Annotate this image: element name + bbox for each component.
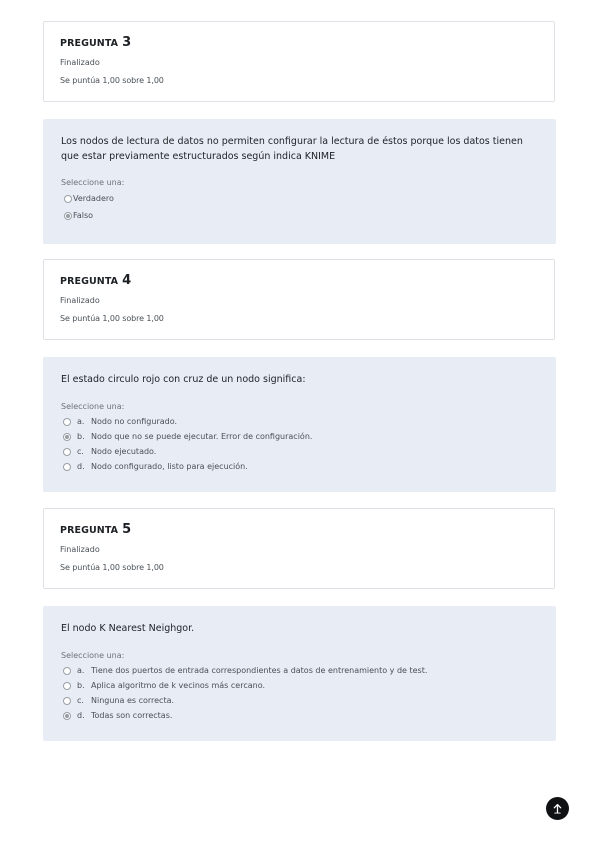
scroll-to-top-button[interactable] [546,797,569,820]
question-state: Finalizado [60,58,100,67]
option-letter: a. [77,666,85,675]
question-heading [60,522,131,537]
option-text: Todas son correctas. [91,711,173,720]
question-number: 5 [122,522,132,537]
radio-button[interactable] [63,463,71,471]
question-heading [60,273,131,288]
answer-option[interactable] [63,432,312,441]
question-grade: Se puntúa 1,00 sobre 1,00 [60,314,164,323]
option-text: Tiene dos puertos de entrada correspondientes a datos de entrenamiento y de test. [91,666,428,675]
question-content-card [43,357,556,492]
question-grade: Se puntúa 1,00 sobre 1,00 [60,76,164,85]
question-grade: Se puntúa 1,00 sobre 1,00 [60,563,164,572]
question-state: Finalizado [60,296,100,305]
option-text: Nodo que no se puede ejecutar. Error de configuración. [91,432,313,441]
answer-prompt: Seleccione una: [61,178,125,187]
question-info-card [43,508,555,589]
option-letter: a. [77,417,85,426]
option-letter: d. [77,711,85,720]
question-state: Finalizado [60,545,100,554]
answer-option[interactable] [64,194,114,203]
question-number: 4 [122,273,132,288]
answer-option[interactable] [63,666,427,675]
radio-button-checked[interactable] [64,212,72,220]
radio-button[interactable] [63,448,71,456]
question-info-card [43,259,555,340]
radio-button-checked[interactable] [63,433,71,441]
question-content-card [43,119,556,244]
radio-button[interactable] [63,418,71,426]
answer-prompt: Seleccione una: [61,402,125,411]
radio-button[interactable] [63,682,71,690]
question-text: El estado circulo rojo con cruz de un nodo significa: [61,374,306,385]
arrow-up-icon [552,803,563,814]
option-text: Verdadero [73,194,114,203]
radio-button[interactable] [63,667,71,675]
option-text: Falso [73,211,94,220]
option-letter: b. [77,681,85,690]
question-info-card [43,21,555,102]
answer-option[interactable] [63,681,265,690]
answer-option[interactable] [63,462,248,471]
answer-option[interactable] [63,447,156,456]
option-text: Nodo no configurado. [91,417,178,426]
radio-button[interactable] [64,195,72,203]
answer-option[interactable] [63,711,172,720]
option-text: Aplica algoritmo de k vecinos más cercano. [91,681,265,690]
answer-prompt: Seleccione una: [61,651,125,660]
answer-option[interactable] [63,417,177,426]
answer-option[interactable] [64,211,93,220]
question-text: Los nodos de lectura de datos no permiten configurar la lectura de éstos porque los datos tienen que estar previamente estructurados según indica KNIME [61,136,523,162]
question-number: 3 [122,35,132,50]
question-text: El nodo K Nearest Neighgor. [61,623,195,634]
option-letter: b. [77,432,85,441]
question-heading [60,35,131,50]
radio-button-checked[interactable] [63,712,71,720]
question-label: PREGUNTA [60,276,119,287]
option-letter: c. [77,696,84,705]
option-letter: d. [77,462,85,471]
option-text: Nodo configurado, listo para ejecución. [91,462,248,471]
question-label: PREGUNTA [60,525,119,536]
radio-button[interactable] [63,697,71,705]
option-letter: c. [77,447,84,456]
question-content-card [43,606,556,741]
answer-option[interactable] [63,696,174,705]
question-label: PREGUNTA [60,38,119,49]
option-text: Nodo ejecutado. [91,447,157,456]
option-text: Ninguna es correcta. [91,696,175,705]
